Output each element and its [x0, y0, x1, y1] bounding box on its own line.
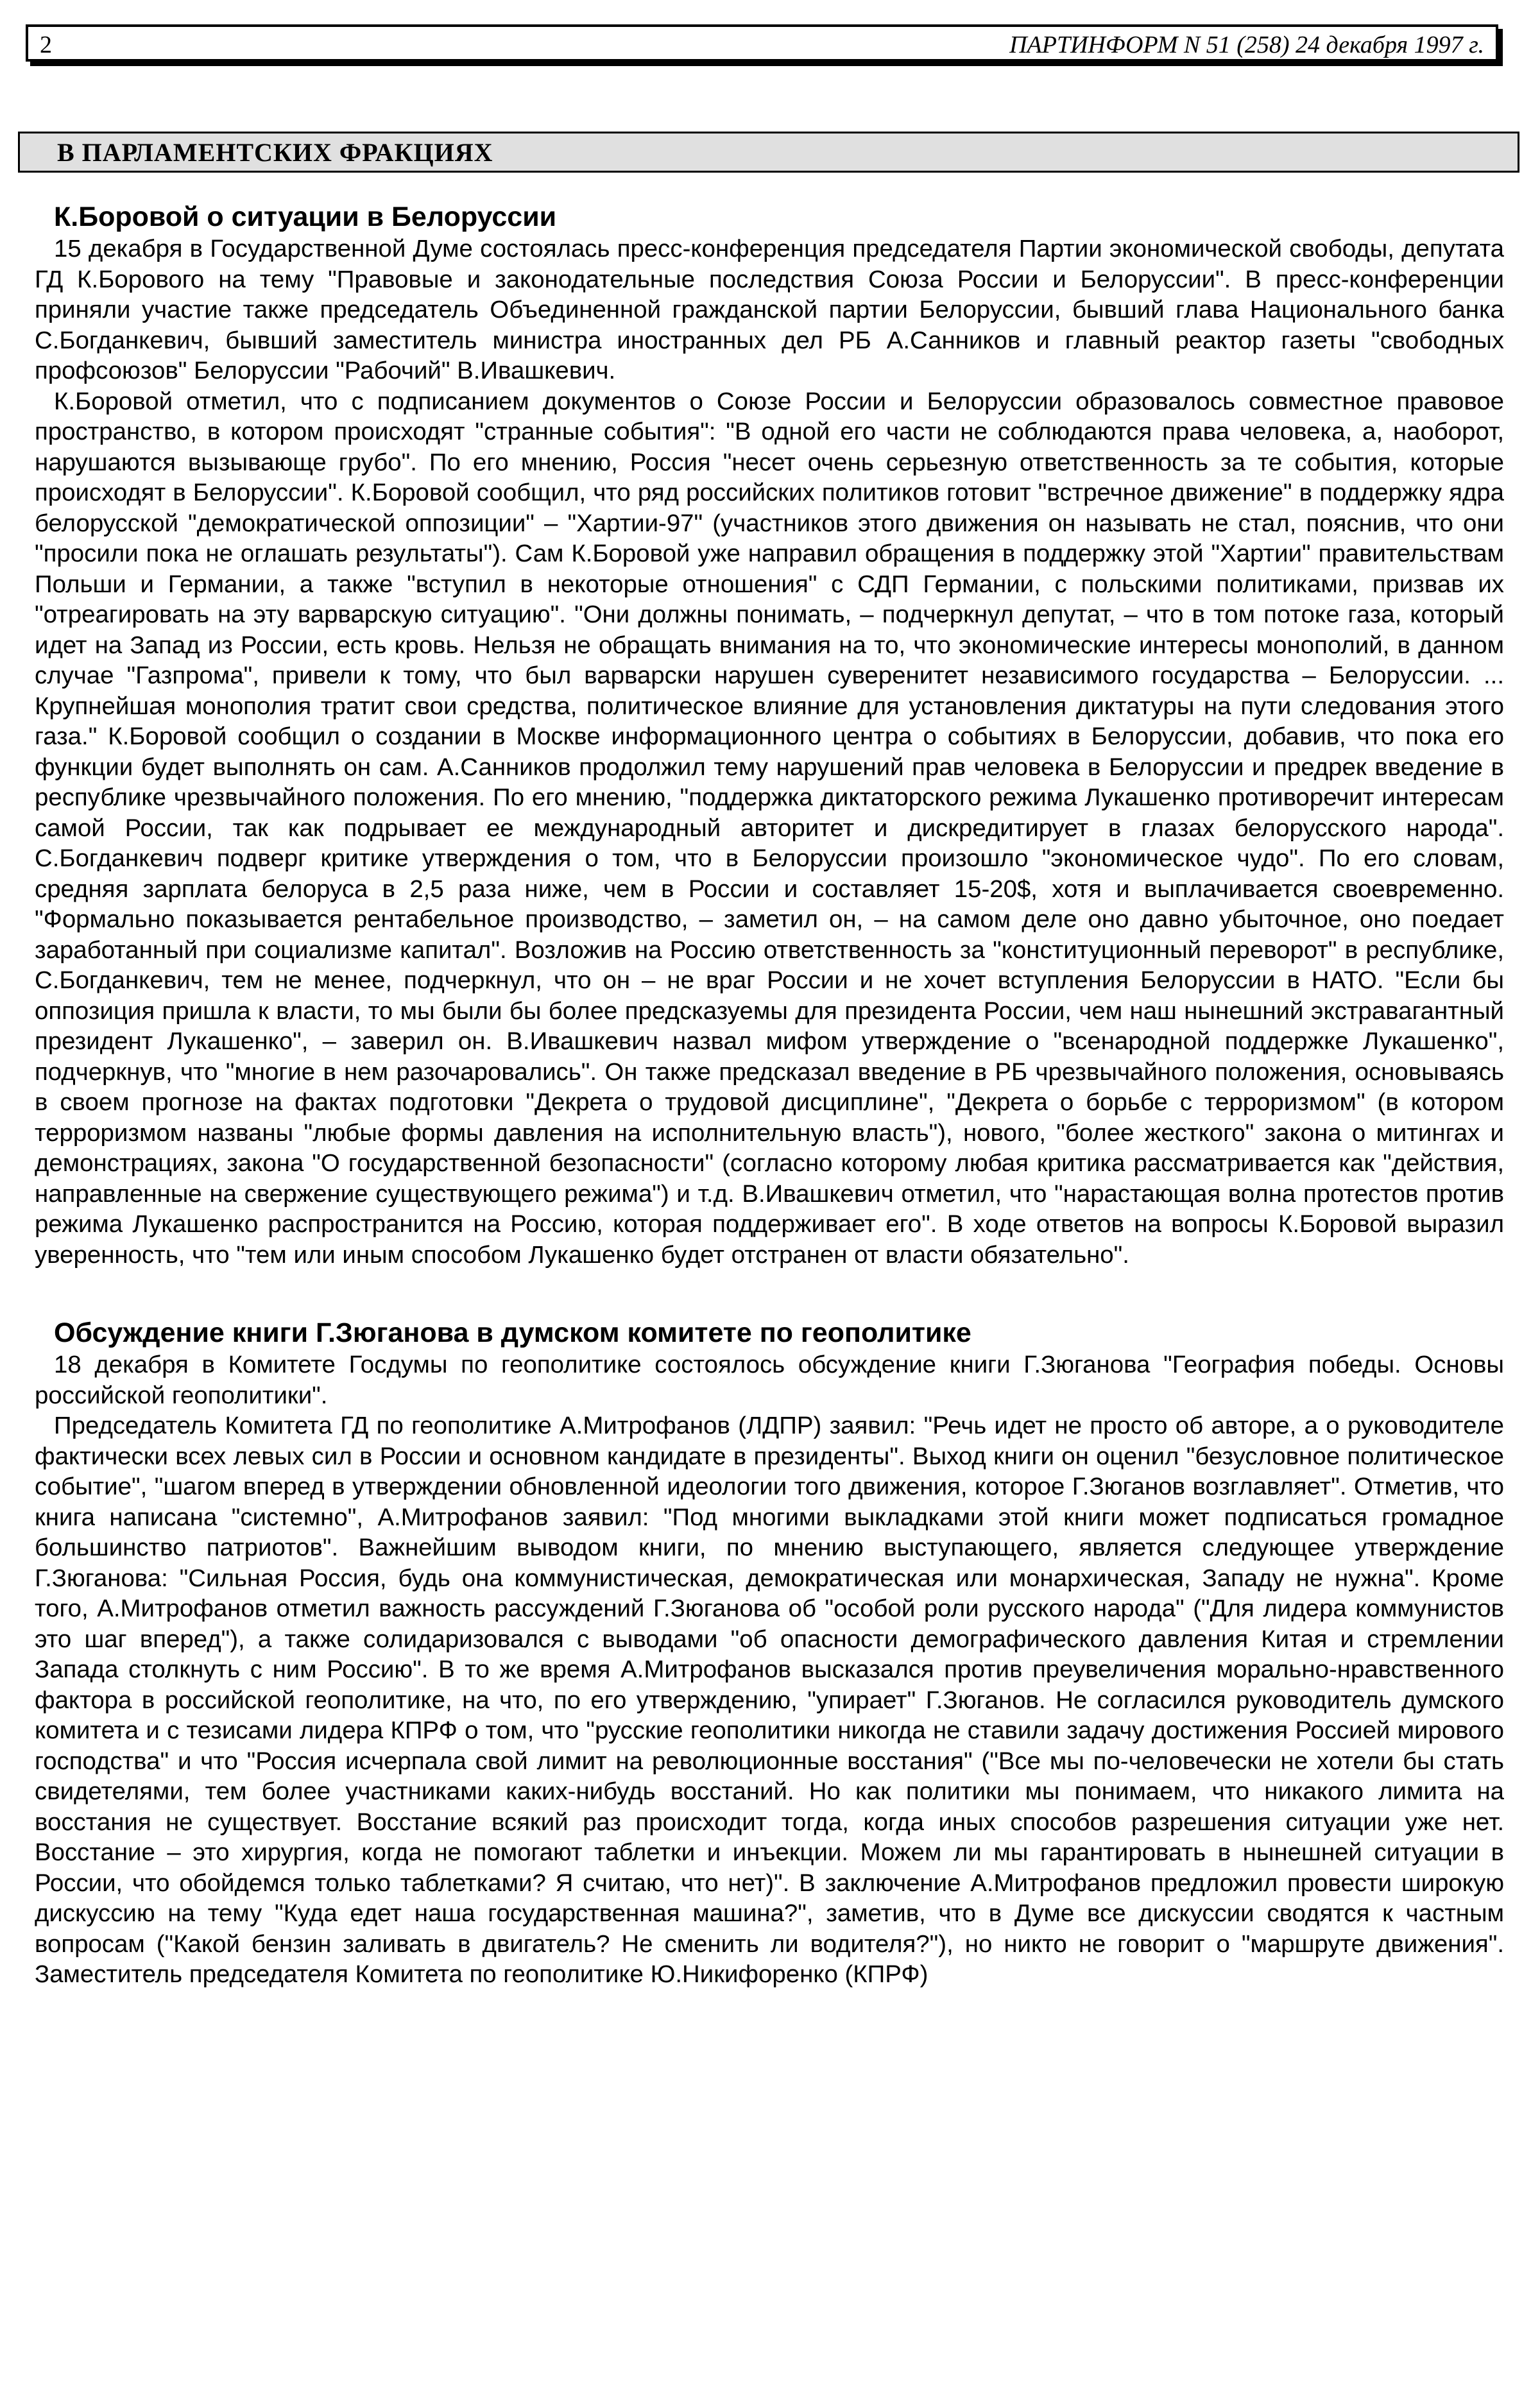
issue-info: ПАРТИНФОРМ N 51 (258) 24 декабря 1997 г.	[1009, 31, 1484, 58]
article-paragraph: Председатель Комитета ГД по геополитике А.Митрофанов (ЛДПР) заявил: "Речь идет не просто об авторе, а о руководителе фактически всех левых сил в России и основном кандидате в президенты". Выход книги он оценил "безусловное политическое событие", "шагом вперед в утверждении обновленной идеологии того движения, которое Г.Зюганов возглавляет". Отметив, что книга написана "системно", А.Митрофанов заявил: "Под многими выкладками этой книги может подписаться громадное большинство патриотов". Важнейшим выводом книги, по мнению выступающего, является следующее утверждение Г.Зюганова: "Сильная Россия, будь она коммунистическая, демократическая или монархическая, Западу не нужна". Кроме того, А.Митрофанов отметил важность рассуждений Г.Зюганова об "особой роли русского народа" ("Для лидера коммунистов это шаг вперед"), а также солидаризовался с выводами "об опасности демографического давления Китая и стремлении Запада столкнуть с ним Россию". В то же время А.Митрофанов высказался против преувеличения морально-нравственного фактора в российской геополитике, на что, по его утверждению, "упирает" Г.Зюганов. Не согласился руководитель думского комитета и с тезисами лидера КПРФ о том, что "русские геополитики никогда не ставили задачу достижения Россией мирового господства" и что "Россия исчерпала свой лимит на революционные восстания" ("Все мы по-человечески не хотели бы стать свидетелями, тем более участниками каких-нибудь восстаний. Но как политики мы понимаем, что никакого лимита на восстания не существует. Восстание всякий раз происходит тогда, когда иных способов разрешения ситуации уже нет. Восстание – это хирургия, когда не помогают таблетки и инъекции. Можем ли мы гарантировать в нынешней ситуации в России, что обойдемся только таблетками? Я считаю, что нет)". В заключение А.Митрофанов предложил провести широкую дискуссию на тему "Куда едет наша государственная машина?", заметив, что в Думе все дискуссии сводятся к частным вопросам ("Какой бензин заливать в двигатель? Не сменить ли водителя?"), но никто не говорит о "маршруте движения". Заместитель председателя Комитета по геополитике Ю.Никифоренко (КПРФ)	[35, 1412, 1504, 1988]
article-title: К.Боровой о ситуации в Белоруссии	[54, 201, 557, 232]
article-paragraph: 18 декабря в Комитете Госдумы по геополитике состоялось обсуждение книги Г.Зюганова "География победы. Основы российской геополитики".	[35, 1351, 1504, 1409]
section-title: В ПАРЛАМЕНТСКИХ ФРАКЦИЯХ	[57, 138, 493, 167]
article-zyuganov-book	[35, 1316, 1504, 1990]
article-paragraph: 15 декабря в Государственной Думе состоялась пресс-конференция председателя Партии экономической свободы, депутата ГД К.Борового на тему "Правовые и законодательные последствия Союза России и Белоруссии". В пресс-конференции приняли участие также председатель Объединенной гражданской партии Белоруссии, бывший глава Национального банка С.Богданкевич, бывший заместитель министра иностранных дел РБ А.Санников и главный реактор газеты "свободных профсоюзов" Белоруссии "Рабочий" В.Ивашкевич.	[35, 235, 1504, 384]
section-header	[18, 132, 1519, 173]
article-borovoy	[35, 200, 1504, 1270]
page-header	[26, 24, 1498, 62]
page-number: 2	[40, 31, 52, 58]
article-title: Обсуждение книги Г.Зюганова в думском комитете по геополитике	[54, 1317, 971, 1348]
article-paragraph: К.Боровой отметил, что с подписанием документов о Союзе России и Белоруссии образовалось совместное правовое пространство, в котором происходят "странные события": "В одной его части не соблюдаются права человека, а, наоборот, нарушаются вызывающе грубо". По его мнению, Россия "несет очень серьезную ответственность за те события, которые происходят в Белоруссии". К.Боровой сообщил, что ряд российских политиков готовит "встречное движение" в поддержку ядра белорусской "демократической оппозиции" – "Хартии-97" (участников этого движения он называть не стал, пояснив, что они "просили пока не оглашать результаты"). Сам К.Боровой уже направил обращения в поддержку этой "Хартии" правительствам Польши и Германии, а также "вступил в некоторые отношения" с СДП Германии, с польскими политиками, призвав их "отреагировать на эту варварскую ситуацию". "Они должны понимать, – подчеркнул депутат, – что в том потоке газа, который идет на Запад из России, есть кровь. Нельзя не обращать внимания на то, что экономические интересы монополий, в данном случае "Газпрома", привели к тому, что был варварски нарушен суверенитет независимого государства – Белоруссии. ... Крупнейшая монополия тратит свои средства, политическое влияние для установления диктатуры на пути следования этого газа." К.Боровой сообщил о создании в Москве информационного центра о событиях в Белоруссии, добавив, что пока его функции будет выполнять он сам. А.Санников продолжил тему нарушений прав человека в Белоруссии и предрек введение в республике чрезвычайного положения. По его мнению, "поддержка диктаторского режима Лукашенко противоречит интересам самой России, так как подрывает ее международный авторитет и дискредитирует в глазах белорусского народа". С.Богданкевич подверг критике утверждения о том, что в Белоруссии произошло "экономическое чудо". По его словам, средняя зарплата белоруса в 2,5 раза ниже, чем в России и составляет 15-20$, хотя и выплачивается своевременно. "Формально показывается рентабельное производство, – заметил он, – на самом деле оно давно убыточное, оно поедает заработанный при социализме капитал". Возложив на Россию ответственность за "конституционный переворот" в республике, С.Богданкевич, тем не менее, подчеркнул, что он – не враг России и не хочет вступления Белоруссии в НАТО. "Если бы оппозиция пришла к власти, то мы были бы более предсказуемы для президента России, чем наш нынешний экстравагантный президент Лукашенко", – заверил он. В.Ивашкевич назвал мифом утверждение о "всенародной поддержке Лукашенко", подчеркнув, что "многие в нем разочаровались". Он также предсказал введение в РБ чрезвычайного положения, основываясь в своем прогнозе на фактах подготовки "Декрета о трудовой дисциплине", "Декрета о борьбе с терроризмом" (в котором терроризмом названы "любые формы давления на исполнительную власть"), нового, "более жесткого" закона о митингах и демонстрациях, закона "О государственной безопасности" (согласно которому любая критика рассматривается как "действия, направленные на свержение существующего режима") и т.д. В.Ивашкевич отметил, что "нарастающая волна протестов против режима Лукашенко распространится на Россию, которая поддерживает его". В ходе ответов на вопросы К.Боровой выразил уверенность, что "тем или иным способом Лукашенко будет отстранен от власти обязательно".	[35, 387, 1504, 1269]
main-content	[35, 200, 1504, 1990]
